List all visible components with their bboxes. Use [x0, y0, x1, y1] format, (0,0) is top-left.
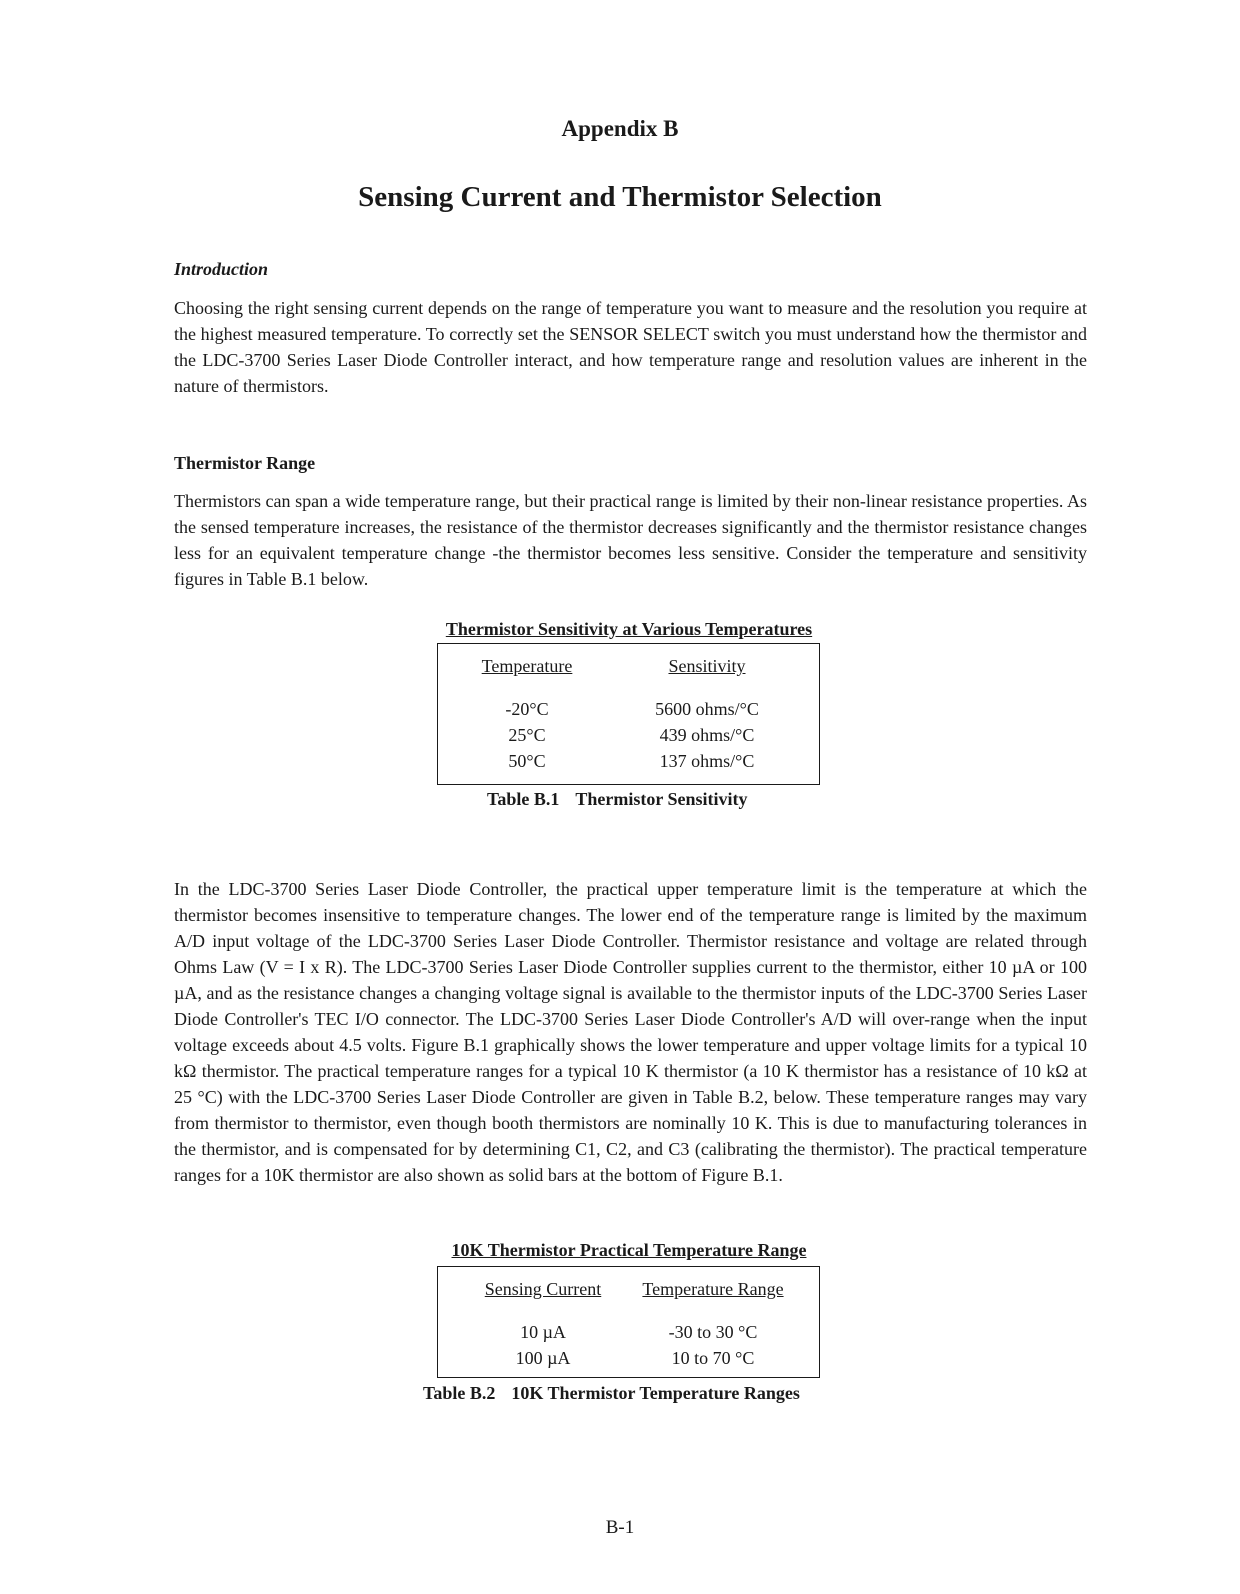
table-cell: 25°C	[508, 724, 546, 745]
column-header-sensitivity: Sensitivity	[668, 656, 746, 676]
page-number: B-1	[605, 1517, 635, 1538]
introduction-paragraph: Choosing the right sensing current depends on the range of temperature you want to measure and the resolution you require at the highest measured temperature. To correctly set the SENSOR SELECT switch you must understand how the thermistor and the LDC-3700 Series Laser Diode Controller interact, and how temperature range and resolution values are inherent in the nature of thermistors.	[174, 298, 1087, 396]
table-cell: 50°C	[508, 750, 546, 771]
table-row	[452, 722, 812, 748]
appendix-label: Appendix B	[561, 116, 679, 141]
table-b2-grid	[468, 1279, 808, 1371]
column-header-sensing-current: Sensing Current	[484, 1279, 602, 1299]
table-header-row	[452, 656, 812, 696]
table-cell: 439 ohms/°C	[659, 724, 755, 745]
table-b2-caption-label: Table B.2	[423, 1383, 496, 1403]
table-b1	[437, 643, 820, 785]
column-header-temperature-range: Temperature Range	[642, 1279, 784, 1299]
table-cell: 10 µA	[520, 1321, 566, 1342]
table-row	[468, 1345, 808, 1371]
table-b1-caption	[487, 789, 748, 810]
page-title: Sensing Current and Thermistor Selection	[358, 181, 882, 213]
table-cell: 10 to 70 °C	[671, 1347, 755, 1368]
table-row	[452, 748, 812, 774]
table-cell: -20°C	[505, 698, 549, 719]
column-header-temperature: Temperature	[481, 656, 573, 676]
table-row	[452, 696, 812, 722]
table-header-row	[468, 1279, 808, 1319]
table-cell: 100 µA	[515, 1347, 571, 1368]
table-b1-caption-text: Thermistor Sensitivity	[575, 789, 748, 809]
table-cell: -30 to 30 °C	[668, 1321, 758, 1342]
table-b2	[437, 1266, 820, 1378]
table-cell: 137 ohms/°C	[659, 750, 755, 771]
table-cell: 5600 ohms/°C	[655, 698, 759, 719]
table-b1-title: Thermistor Sensitivity at Various Temperatures	[445, 619, 813, 639]
body-paragraph: In the LDC-3700 Series Laser Diode Controller, the practical upper temperature limit is the temperature at which the thermistor becomes insensitive to temperature changes. The lower end of the temperature range is limited by the maximum A/D input voltage of the LDC-3700 Series Laser Diode Controller. Thermistor resistance and voltage are related through Ohms Law (V = I x R). The LDC-3700 Series Laser Diode Controller supplies current to the thermistor, either 10 µA or 100 µA, and as the resistance changes a changing voltage signal is available to the thermistor inputs of the LDC-3700 Series Laser Diode Controller's TEC I/O connector. The LDC-3700 Series Laser Diode Controller's A/D will over-range when the input voltage exceeds about 4.5 volts. Figure B.1 graphically shows the lower temperature and upper voltage limits for a typical 10 kΩ thermistor. The practical temperature ranges for a typical 10 K thermistor (a 10 K thermistor has a resistance of 10 kΩ at 25 °C) with the LDC-3700 Series Laser Diode Controller are given in Table B.2, below. These temperature ranges may vary from thermistor to thermistor, even though booth thermistors are nominally 10 K. This is due to manufacturing tolerances in the thermistor, and is compensated for by determining C1, C2, and C3 (calibrating the thermistor). The practical temperature ranges for a 10K thermistor are also shown as solid bars at the bottom of Figure B.1.	[174, 879, 1087, 1185]
table-b2-caption-text: 10K Thermistor Temperature Ranges	[511, 1383, 800, 1403]
thermistor-range-paragraph: Thermistors can span a wide temperature range, but their practical range is limited by their non-linear resistance properties. As the sensed temperature increases, the resistance of the thermistor decreases significantly and the thermistor resistance changes less for an equivalent temperature change -the thermistor becomes less sensitive. Consider the temperature and sensitivity figures in Table B.1 below.	[174, 491, 1087, 589]
table-b1-caption-label: Table B.1	[487, 789, 560, 809]
table-row	[468, 1319, 808, 1345]
table-b1-grid	[452, 656, 812, 774]
section-heading-introduction: Introduction	[174, 259, 269, 279]
section-heading-thermistor-range: Thermistor Range	[174, 453, 316, 473]
table-b2-caption	[423, 1383, 800, 1404]
table-b2-title: 10K Thermistor Practical Temperature Range	[451, 1240, 807, 1260]
